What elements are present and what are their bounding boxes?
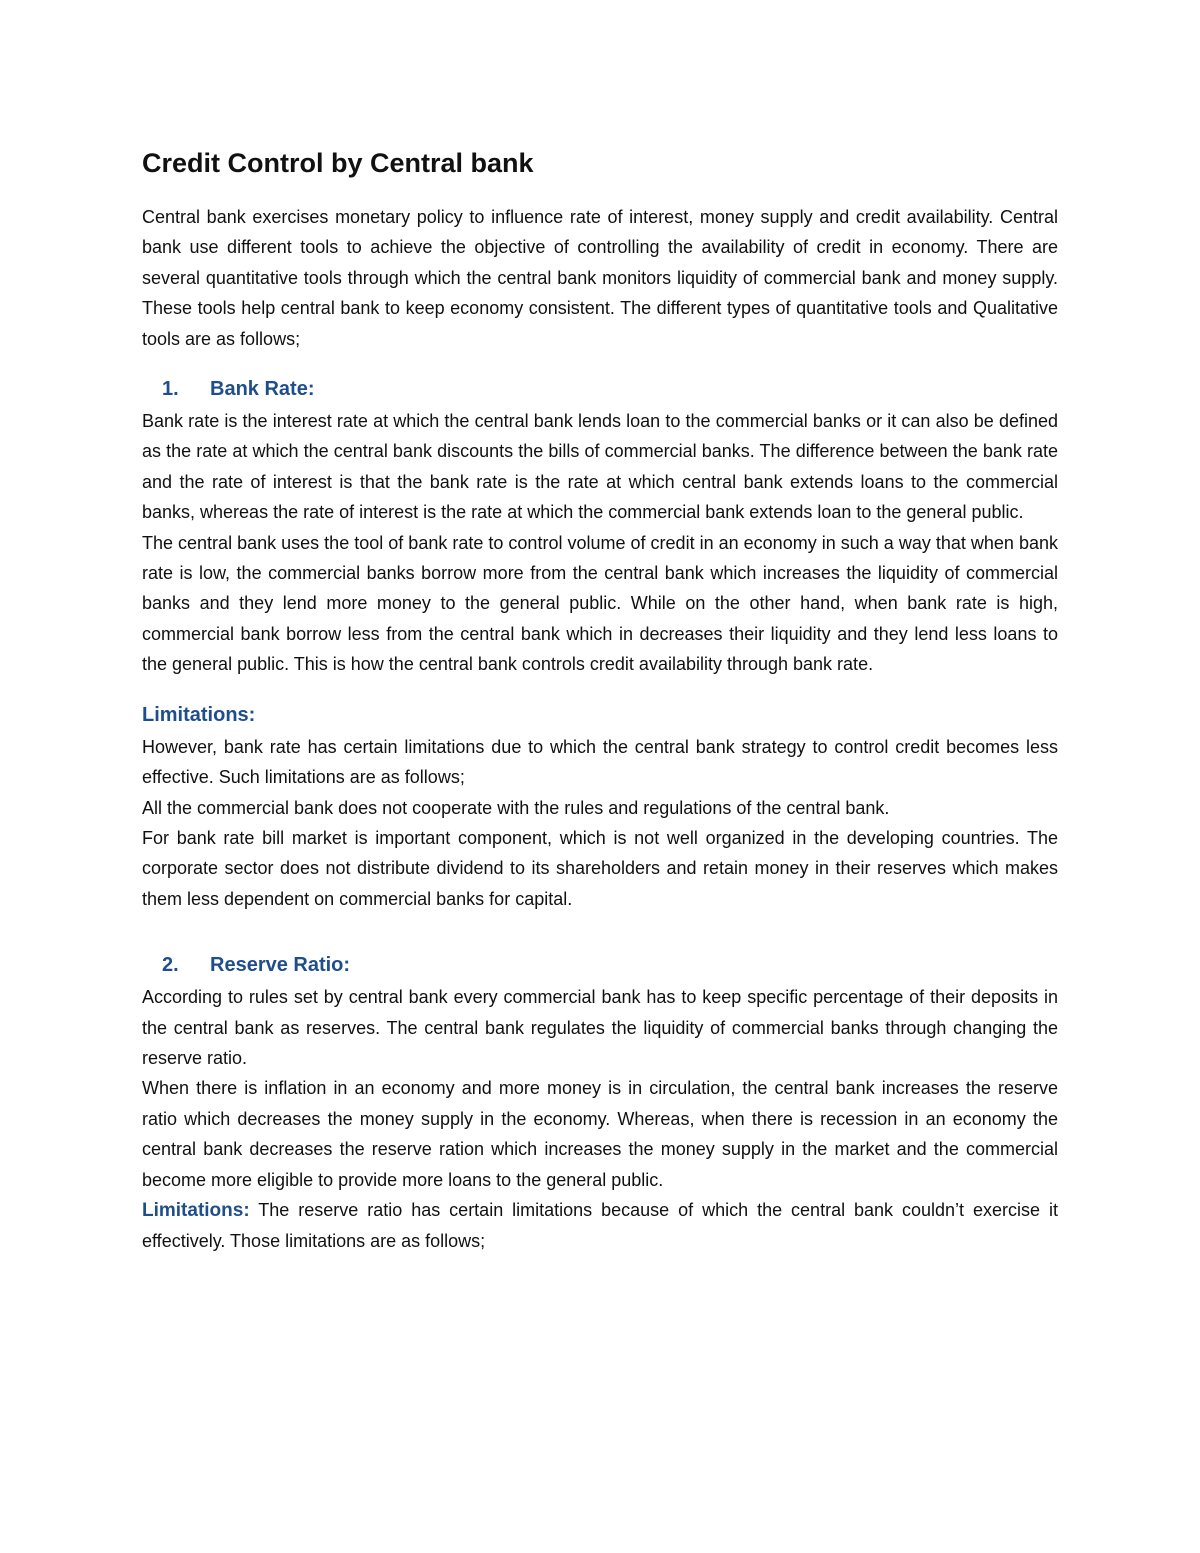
reserve-ratio-paragraph-1: According to rules set by central bank every commercial bank has to keep specific percentage of their deposits in the central bank as reserves. The central bank regulates the liquidity of commercial banks through changing the reserve ratio. <box>142 987 1058 1068</box>
section-heading-text: Reserve Ratio: <box>210 954 351 977</box>
limitations-paragraph-2: All the commercial bank does not cooperate with the rules and regulations of the central bank. <box>142 797 890 818</box>
section-heading-bank-rate <box>142 372 1058 406</box>
section-heading-text: Bank Rate: <box>210 378 315 401</box>
limitations-paragraph-3: For bank rate bill market is important component, which is not well organized in the developing countries. The corporate sector does not distribute dividend to its shareholders and retain money in their reserves which makes them less dependent on commercial banks for capital. <box>142 827 1058 909</box>
inline-limitations-label: Limitations: <box>142 1199 250 1221</box>
section-heading-reserve-ratio <box>142 948 1058 982</box>
section-number: 1. <box>162 378 179 401</box>
bank-rate-paragraph-1: Bank rate is the interest rate at which the central bank lends loan to the commercial banks or it can also be defined as the rate at which the central bank discounts the bills of commercial banks. The difference between the bank rate and the rate of interest is that the bank rate is the rate at which central bank extends loans to the commercial banks, whereas the rate of interest is the rate at which the commercial bank extends loan to the general public. <box>142 411 1058 523</box>
limitations-heading: Limitations: <box>142 703 256 726</box>
spacer <box>142 914 1058 930</box>
limitations-paragraph-1: However, bank rate has certain limitations due to which the central bank strategy to control credit becomes less effective. Such limitations are as follows; <box>142 736 1058 788</box>
section-number: 2. <box>162 954 179 977</box>
reserve-ratio-paragraph-2: When there is inflation in an economy and more money is in circulation, the central bank increases the reserve ratio which decreases the money supply in the economy. Whereas, when there is recession in an economy the central bank decreases the reserve ration which increases the money supply in the market and the commercial become more eligible to provide more loans to the general public. <box>142 1078 1058 1190</box>
bank-rate-paragraph-2: The central bank uses the tool of bank rate to control volume of credit in an economy in such a way that when bank rate is low, the commercial banks borrow more from the central bank which increases the liquidity of commercial banks and they lend more money to the general public. While on the other hand, when bank rate is high, commercial bank borrow less from the central bank which in decreases their liquidity and they lend less loans to the general public. This is how the central bank controls credit availability through bank rate. <box>142 532 1058 675</box>
document-title: Credit Control by Central bank <box>142 148 534 178</box>
inline-limitations-text: The reserve ratio has certain limitations because of which the central bank couldn’t exercise it effectively. Those limitations are as follows; <box>142 1199 1058 1252</box>
reserve-ratio-limitations-paragraph <box>142 1195 1058 1257</box>
intro-paragraph: Central bank exercises monetary policy to influence rate of interest, money supply and credit availability. Central bank use different tools to achieve the objective of controlling the availability of credit in economy. There are several quantitative tools through which the central bank monitors liquidity of commercial bank and money supply. These tools help central bank to keep economy consistent. The different types of quantitative tools and Qualitative tools are as follows; <box>142 207 1058 349</box>
